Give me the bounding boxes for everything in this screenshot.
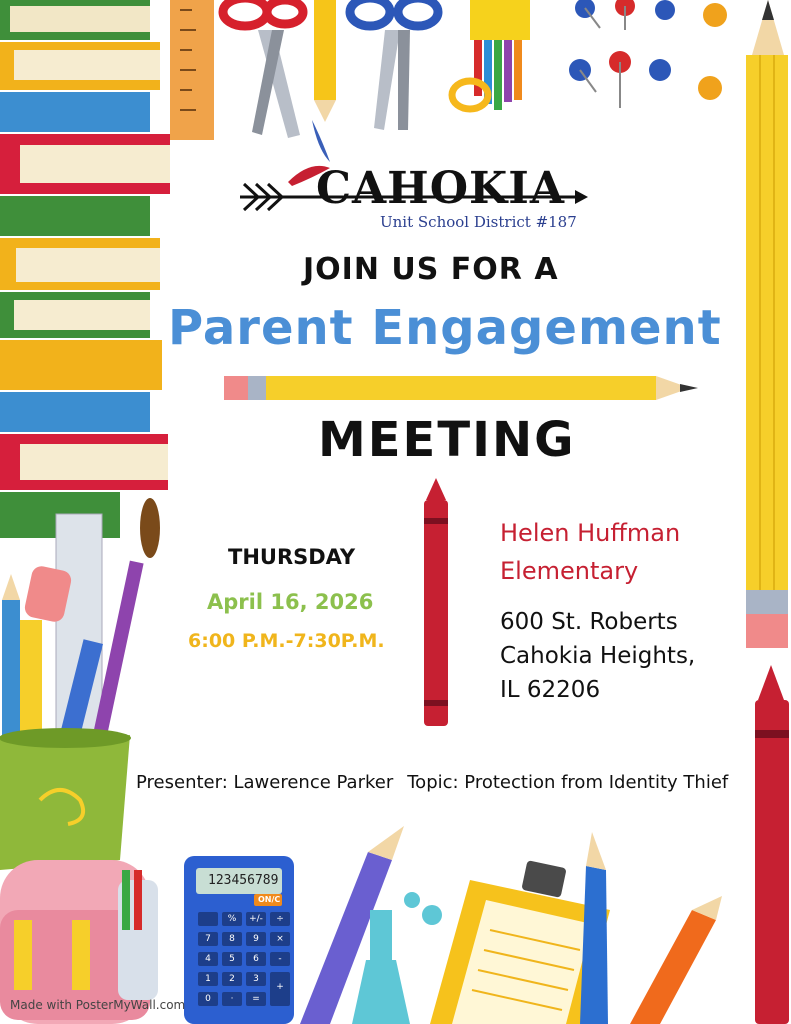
- topic-text: Topic: Protection from Identity Thief: [407, 772, 729, 793]
- calculator-key: 4: [205, 954, 211, 964]
- address-line-1: 600 St. Roberts: [500, 609, 678, 635]
- invitation-lead: JOIN US FOR A: [303, 252, 559, 287]
- book-stack-illustration: [0, 0, 170, 538]
- venue-line-2: Elementary: [500, 557, 639, 585]
- calculator-key: 7: [205, 934, 211, 944]
- red-crayon-center-illustration: [424, 478, 448, 726]
- calculator-key: ·: [230, 994, 234, 1004]
- calculator-onc-label: ON/C: [258, 895, 281, 904]
- calculator-key: %: [227, 914, 237, 924]
- orange-pencil-illustration: [630, 896, 722, 1024]
- calculator-key: 3: [253, 974, 259, 984]
- calculator-key: 1: [205, 974, 211, 984]
- push-pins-illustration: [569, 0, 727, 108]
- yellow-pencil-top-illustration: [314, 0, 336, 122]
- event-day: THURSDAY: [228, 545, 356, 569]
- calculator-key: ÷: [276, 914, 284, 924]
- event-title: Parent Engagement: [168, 300, 722, 356]
- calculator-key: ×: [276, 934, 284, 944]
- event-title-suffix: MEETING: [318, 412, 576, 468]
- address-line-2: Cahokia Heights,: [500, 643, 696, 669]
- venue-line-1: Helen Huffman: [500, 519, 681, 547]
- calculator-key: +/-: [249, 914, 263, 924]
- calculator-key: 0: [205, 994, 211, 1004]
- tall-yellow-pencil-illustration: [746, 0, 788, 648]
- presenter-text: Presenter: Lawerence Parker: [136, 772, 394, 793]
- red-scissors-illustration: [223, 0, 303, 138]
- blue-pencil-illustration: [580, 832, 608, 1024]
- district-logo-name: CAHOKIA: [316, 163, 566, 214]
- ruler-illustration: [170, 0, 214, 140]
- colored-pencils-cup-illustration: [452, 0, 530, 110]
- poster-credit: Made with PosterMyWall.com: [10, 998, 186, 1012]
- pencil-cup-illustration: [0, 498, 160, 870]
- calculator-key: 8: [229, 934, 235, 944]
- calculator-key: +: [276, 982, 284, 992]
- address-line-3: IL 62206: [500, 677, 601, 703]
- event-date: April 16, 2026: [207, 590, 374, 614]
- event-time: 6:00 P.M.-7:30P.M.: [188, 630, 385, 652]
- red-crayon-right-illustration: [755, 665, 789, 1024]
- calculator-key: 2: [229, 974, 235, 984]
- horizontal-pencil-illustration: [224, 376, 698, 400]
- calculator-display-text: 123456789: [208, 873, 279, 888]
- calculator-key: =: [252, 994, 260, 1004]
- venue-name: [500, 514, 680, 590]
- district-logo-subtitle: Unit School District #187: [380, 213, 577, 231]
- venue-address: [500, 605, 695, 707]
- blue-scissors-illustration: [350, 0, 438, 130]
- calculator-key: 9: [253, 934, 259, 944]
- calculator-key: -: [278, 954, 282, 964]
- calculator-key: 6: [253, 954, 259, 964]
- calculator-key: 5: [229, 954, 235, 964]
- meeting-details: [136, 772, 728, 793]
